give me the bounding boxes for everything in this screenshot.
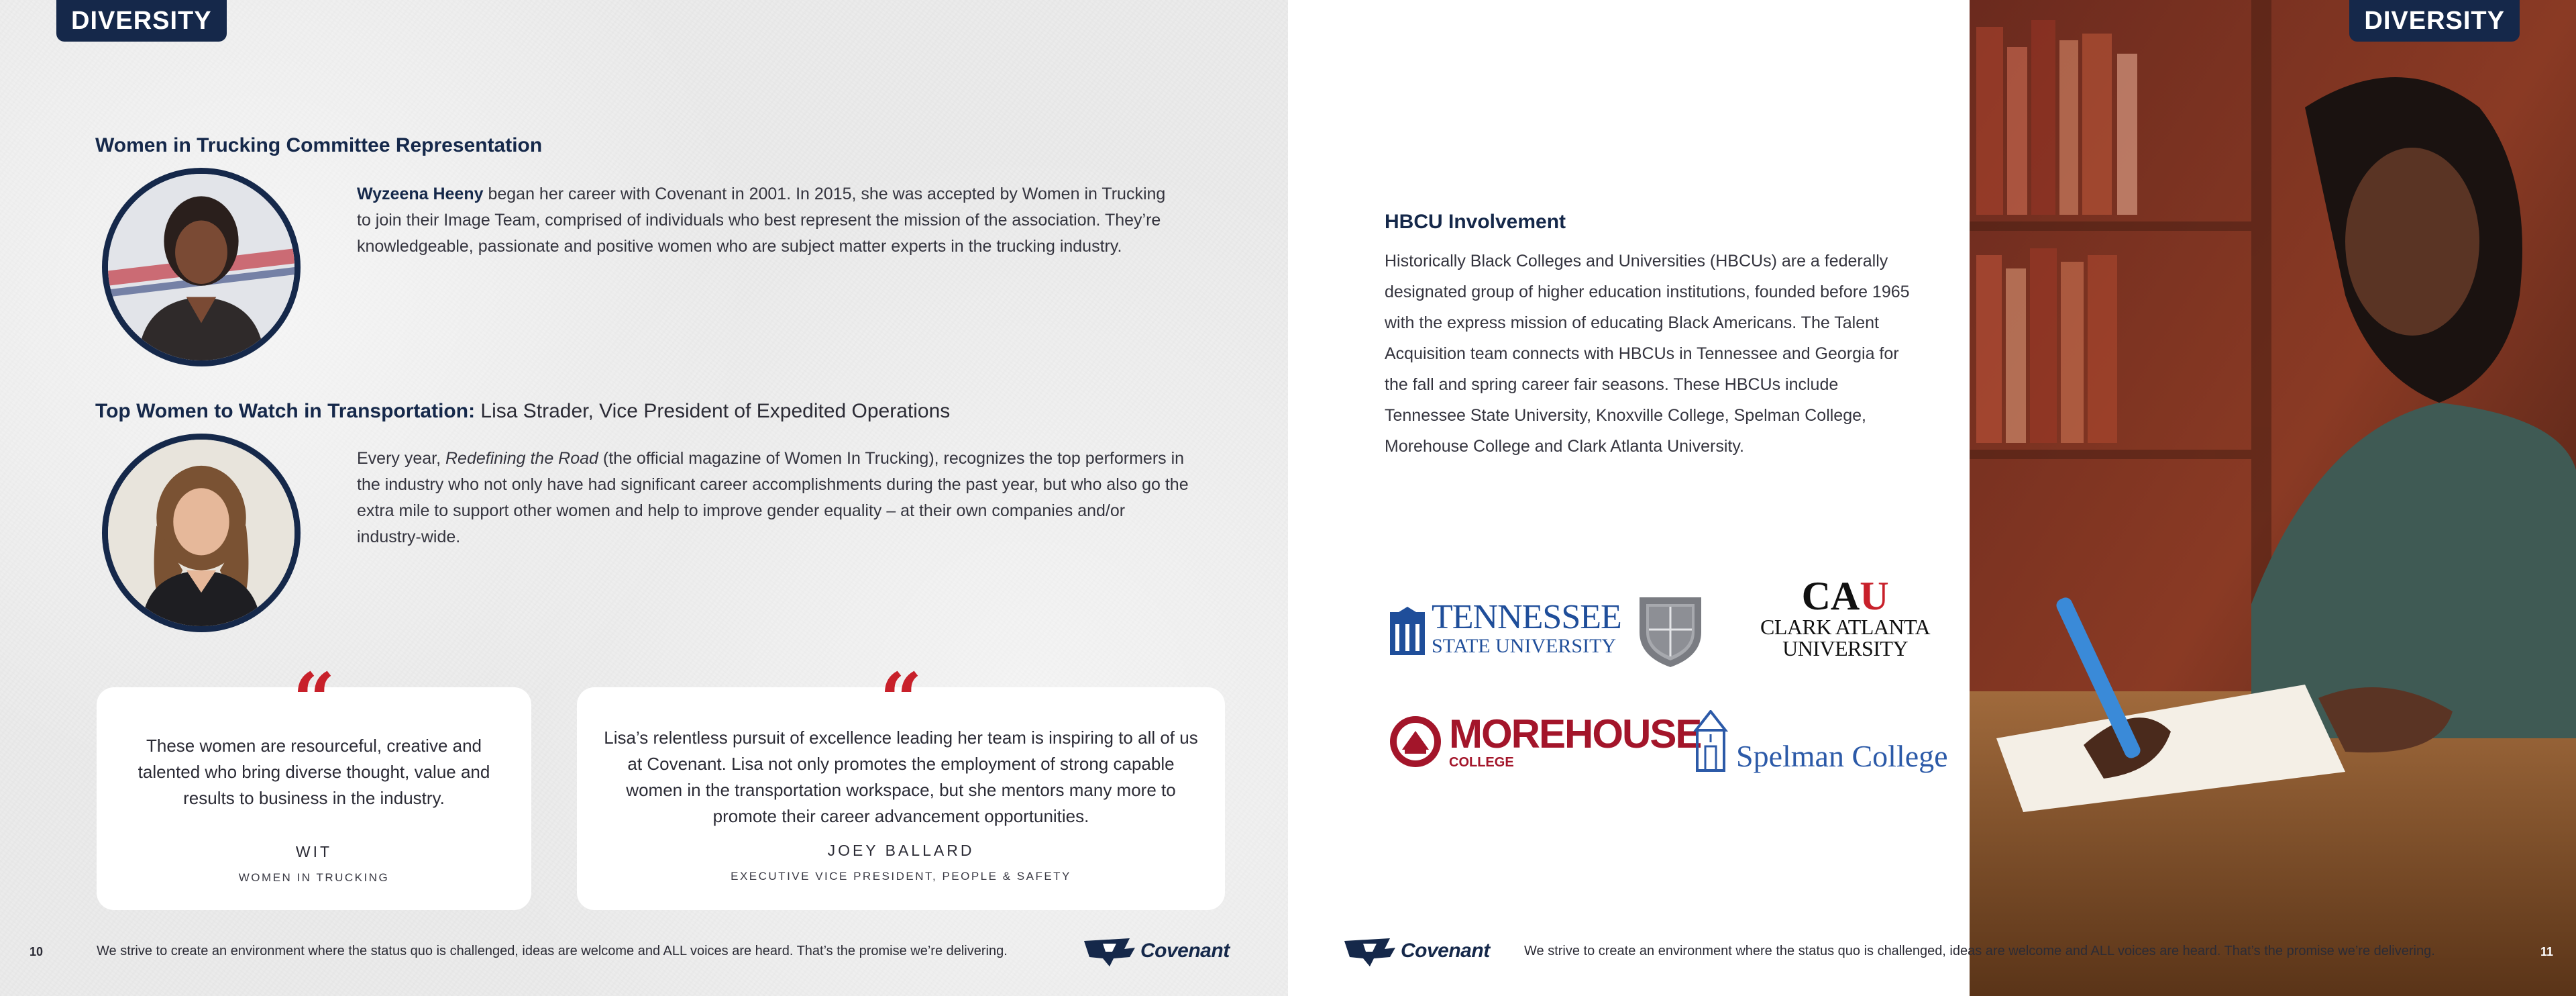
clark-atlanta-logo xyxy=(1760,576,1930,659)
section-badge: DIVERSITY xyxy=(2349,0,2520,42)
covenant-mark-icon xyxy=(1343,934,1397,968)
covenant-logo-text: Covenant xyxy=(1401,940,1490,962)
quote-role: EXECUTIVE VICE PRESIDENT, PEOPLE & SAFETY xyxy=(731,870,1071,883)
top-women-paragraph xyxy=(357,446,1189,550)
quote-mark-icon: “ xyxy=(292,656,335,743)
cau-monogram xyxy=(1760,576,1930,616)
top-women-heading xyxy=(95,400,950,423)
spelman-wordmark: Spelman College xyxy=(1736,739,1948,773)
page-number-left: 10 xyxy=(30,945,44,958)
morehouse-line-1: MOREHOUSE xyxy=(1449,711,1701,756)
portrait-wyzeena-heeny xyxy=(102,168,301,366)
cau-line-1: CLARK ATLANTA xyxy=(1760,615,1931,639)
portrait-2-image xyxy=(108,440,294,626)
portrait-lisa-strader xyxy=(102,434,301,632)
top-women-text-2: (the official magazine of Women In Trucking), recognizes the top performers in the industry who not only have had significant career accomplishments during the past year, but who also go the extra mile to support other women and help to improve gender equality – at their own companies and/or industry-wide. xyxy=(357,449,1189,546)
student-photo xyxy=(1970,0,2576,996)
top-women-text-1: Every year, xyxy=(357,449,445,468)
covenant-logo xyxy=(1343,934,1490,968)
portrait-1-image xyxy=(108,174,294,360)
magazine-title: Redefining the Road xyxy=(445,449,598,468)
quote-author: WIT xyxy=(295,843,333,860)
section-badge: DIVERSITY xyxy=(56,0,227,42)
tennessee-state-logo xyxy=(1389,600,1621,656)
wit-paragraph xyxy=(357,181,1175,260)
hbcu-paragraph: Historically Black Colleges and Universities (HBCUs) are a federally designated group of higher education institutions, founded before 1965 with the express mission of educating Black Americans. The Talent Acquisition team connects with HBCUs in Tennessee and Georgia for the fall and spring career fair seasons. These HBCUs include Tennessee State University, Knoxville College, Spelman College, Morehouse College and Clark Atlanta University. xyxy=(1385,252,1910,456)
morehouse-line-2: COLLEGE xyxy=(1449,755,1514,770)
quote-card-joey-ballard xyxy=(577,656,1225,910)
hbcu-heading: HBCU Involvement xyxy=(1385,211,1566,233)
footer-text-right: We strive to create an environment where the status quo is challenged, ideas are welcome and ALL voices are heard. That’s the promise we’re delivering. xyxy=(1524,944,2435,958)
page-number-right: 11 xyxy=(2540,945,2553,958)
covenant-mark-icon xyxy=(1083,934,1136,968)
quote-role: WOMEN IN TRUCKING xyxy=(238,871,390,884)
cau-monogram-c: C xyxy=(1801,574,1831,618)
cau-monogram-u: U xyxy=(1860,574,1889,618)
covenant-logo xyxy=(1083,934,1230,968)
quote-author: JOEY BALLARD xyxy=(827,842,975,859)
footer-text-left: We strive to create an environment where the status quo is challenged, ideas are welcome and ALL voices are heard. That’s the promise we’re delivering. xyxy=(97,944,1008,958)
covenant-logo-text: Covenant xyxy=(1140,940,1230,962)
wit-name: Wyzeena Heeny xyxy=(357,185,484,203)
knoxville-college-crest xyxy=(1635,592,1705,673)
top-women-heading-bold: Top Women to Watch in Transportation: xyxy=(95,400,476,422)
crest-shield-icon xyxy=(1635,592,1705,670)
top-women-heading-normal: Lisa Strader, Vice President of Expedited Operations xyxy=(475,400,951,422)
morehouse-logo xyxy=(1389,711,1701,770)
quote-text: These women are resourceful, creative and talented who bring diverse thought, value and results to business in the industry. xyxy=(138,736,490,808)
cau-monogram-a: A xyxy=(1830,574,1860,618)
quote-card-wit xyxy=(97,656,531,910)
cau-line-2: UNIVERSITY xyxy=(1782,636,1909,660)
wit-heading: Women in Trucking Committee Representation xyxy=(95,134,543,156)
tsu-line-2: STATE UNIVERSITY xyxy=(1432,635,1617,657)
morehouse-wordmark xyxy=(1449,711,1701,770)
wit-text: began her career with Covenant in 2001. In 2015, she was accepted by Women in Trucking to join their Image Team, comprised of individuals who best represent the mission of the association. They’re knowledgeable, passionate and positive women who are subject matter experts in the trucking industry. xyxy=(357,185,1166,256)
spelman-tower-icon xyxy=(1693,710,1728,772)
quote-text: Lisa’s relentless pursuit of excellence leading her team is inspiring to all of us at Covenant. Lisa not only promotes the employment of strong capable women in the transportation workspace, but she mentors many more to promote their career advancement opportunities. xyxy=(604,728,1198,826)
student-writing-image xyxy=(1970,0,2576,996)
morehouse-seal-icon xyxy=(1389,715,1442,768)
tsu-line-1: TENNESSEE xyxy=(1432,598,1621,636)
tsu-building-icon xyxy=(1389,605,1426,656)
tsu-wordmark xyxy=(1432,600,1621,656)
spelman-logo xyxy=(1693,710,1948,772)
quote-mark-icon: “ xyxy=(879,656,922,743)
